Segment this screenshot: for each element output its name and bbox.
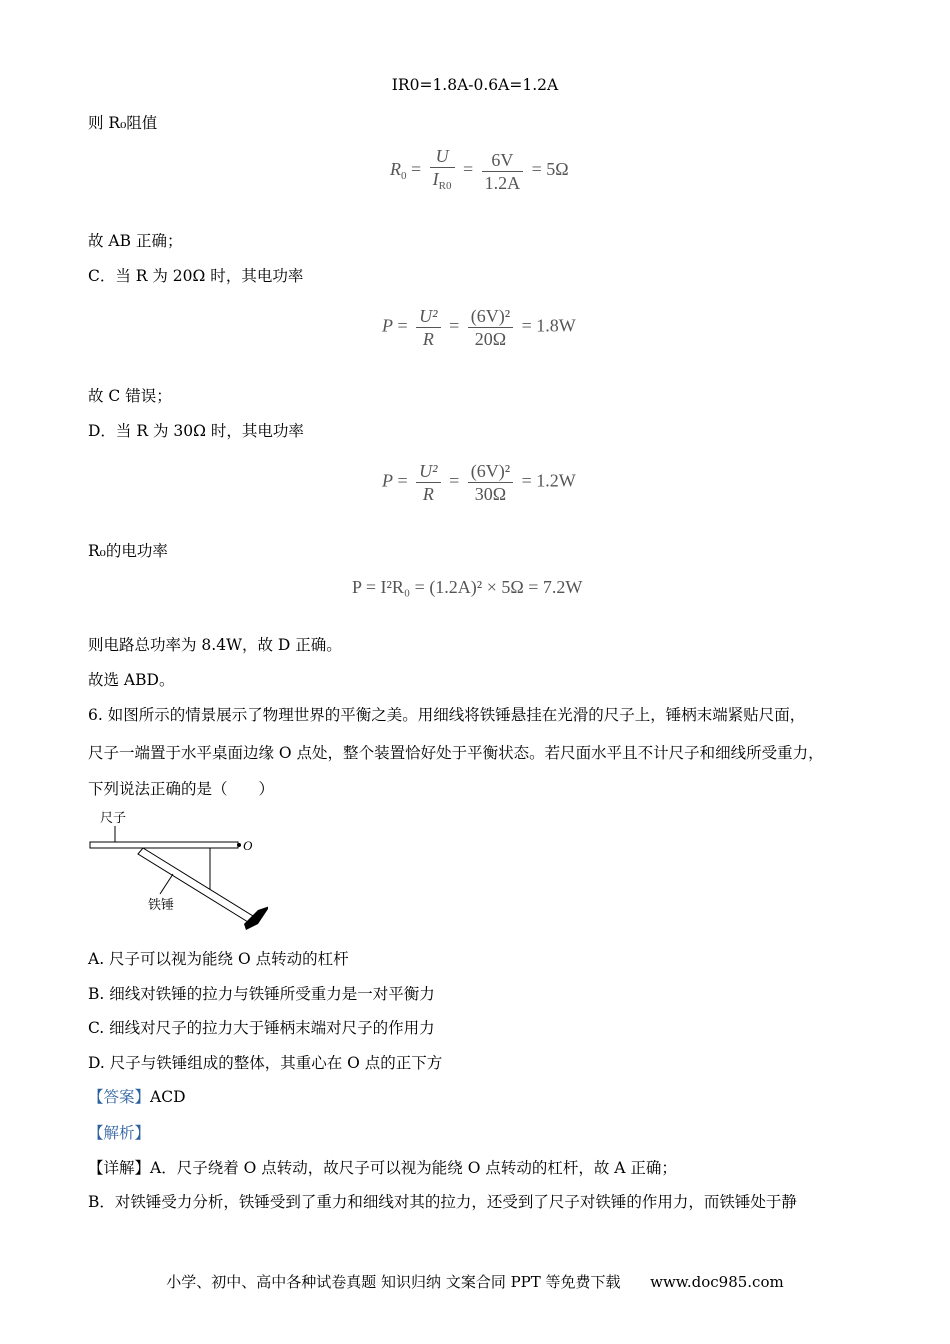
- equation-c-power: P = $\frac{\text{U²}}{R}$ = $\frac{\text{(6V)²}}{20\Omega}$ = 1.8W: [382, 306, 576, 349]
- analysis-tag: 【解析】: [88, 1124, 151, 1142]
- option-b: B. 细线对铁锤的拉力与铁锤所受重力是一对平衡力: [88, 985, 435, 1003]
- question-6-line-3: 下列说法正确的是（ ）: [88, 780, 275, 798]
- option-c: C. 细线对尺子的拉力大于锤柄末端对尺子的作用力: [88, 1019, 435, 1037]
- r0-intro: 则 R₀阻值: [88, 114, 158, 132]
- footer-link[interactable]: www.doc985.com: [650, 1273, 784, 1291]
- answer-value: ACD: [150, 1088, 186, 1106]
- ruler-label: 尺子: [100, 811, 127, 826]
- analysis-line: [88, 1123, 150, 1143]
- option-a: A. 尺子可以视为能绕 O 点转动的杠杆: [88, 950, 349, 968]
- r0-power-intro: R₀的电功率: [88, 542, 168, 560]
- detail-a-line: [88, 1158, 677, 1178]
- detail-a: A．尺子绕着 O 点转动，故尺子可以视为能绕 O 点转动的杠杆，故 A 正确；: [150, 1159, 677, 1177]
- point-o-label: O: [243, 838, 253, 853]
- pivot-point: [237, 843, 241, 847]
- answer-tag: 【答案】: [88, 1088, 151, 1106]
- hammer-label-leader: [160, 874, 173, 894]
- detail-b-line: B．对铁锤受力分析，铁锤受到了重力和细线对其的拉力，还受到了尺子对铁锤的作用力，而铁锤处于静: [88, 1193, 797, 1211]
- detail-tag: 【详解】: [88, 1159, 151, 1177]
- page-footer: [0, 1271, 950, 1292]
- question-6-line-2: 尺子一端置于水平桌面边缘 O 点处，整个装置恰好处于平衡状态。若尺面水平且不计尺子和细线所受重力，: [88, 744, 824, 762]
- ab-correct: 故 AB 正确；: [88, 232, 183, 250]
- c-wrong: 故 C 错误；: [88, 387, 172, 405]
- question-6-line-1: 6. 如图所示的情景展示了物理世界的平衡之美。用细线将铁锤悬挂在光滑的尺子上，锤柄末端紧贴尺面，: [88, 706, 806, 724]
- c-intro: C．当 R 为 20Ω 时，其电功率: [88, 267, 304, 285]
- equation-r0-power: P = I²R₀ = (1.2A)² × 5Ω = 7.2W: [352, 577, 583, 597]
- ruler: [90, 842, 238, 848]
- ruler-hammer-figure: [88, 806, 268, 936]
- total-power: 则电路总功率为 8.4W，故 D 正确。: [88, 636, 342, 654]
- answer-line: [88, 1087, 186, 1107]
- equation-d-power: P = $\frac{\text{U²}}{R}$ = $\frac{\text{(6V)²}}{30\Omega}$ = 1.2W: [382, 461, 576, 504]
- ir0-equation: IR0=1.8A-0.6A=1.2A: [391, 76, 559, 94]
- footer-text: 小学、初中、高中各种试卷真题 知识归纳 文案合同 PPT 等免费下载: [166, 1273, 621, 1291]
- choose-answer: 故选 ABD。: [88, 671, 175, 689]
- option-d: D. 尺子与铁锤组成的整体，其重心在 O 点的正下方: [88, 1054, 443, 1072]
- equation-r0: $R_0$ = $\frac{U}{I_{R0}}$ = $\frac{6V}{1.2A}$ = 5Ω: [390, 146, 569, 193]
- d-intro: D．当 R 为 30Ω 时，其电功率: [88, 422, 304, 440]
- hammer-label: 铁锤: [148, 898, 175, 913]
